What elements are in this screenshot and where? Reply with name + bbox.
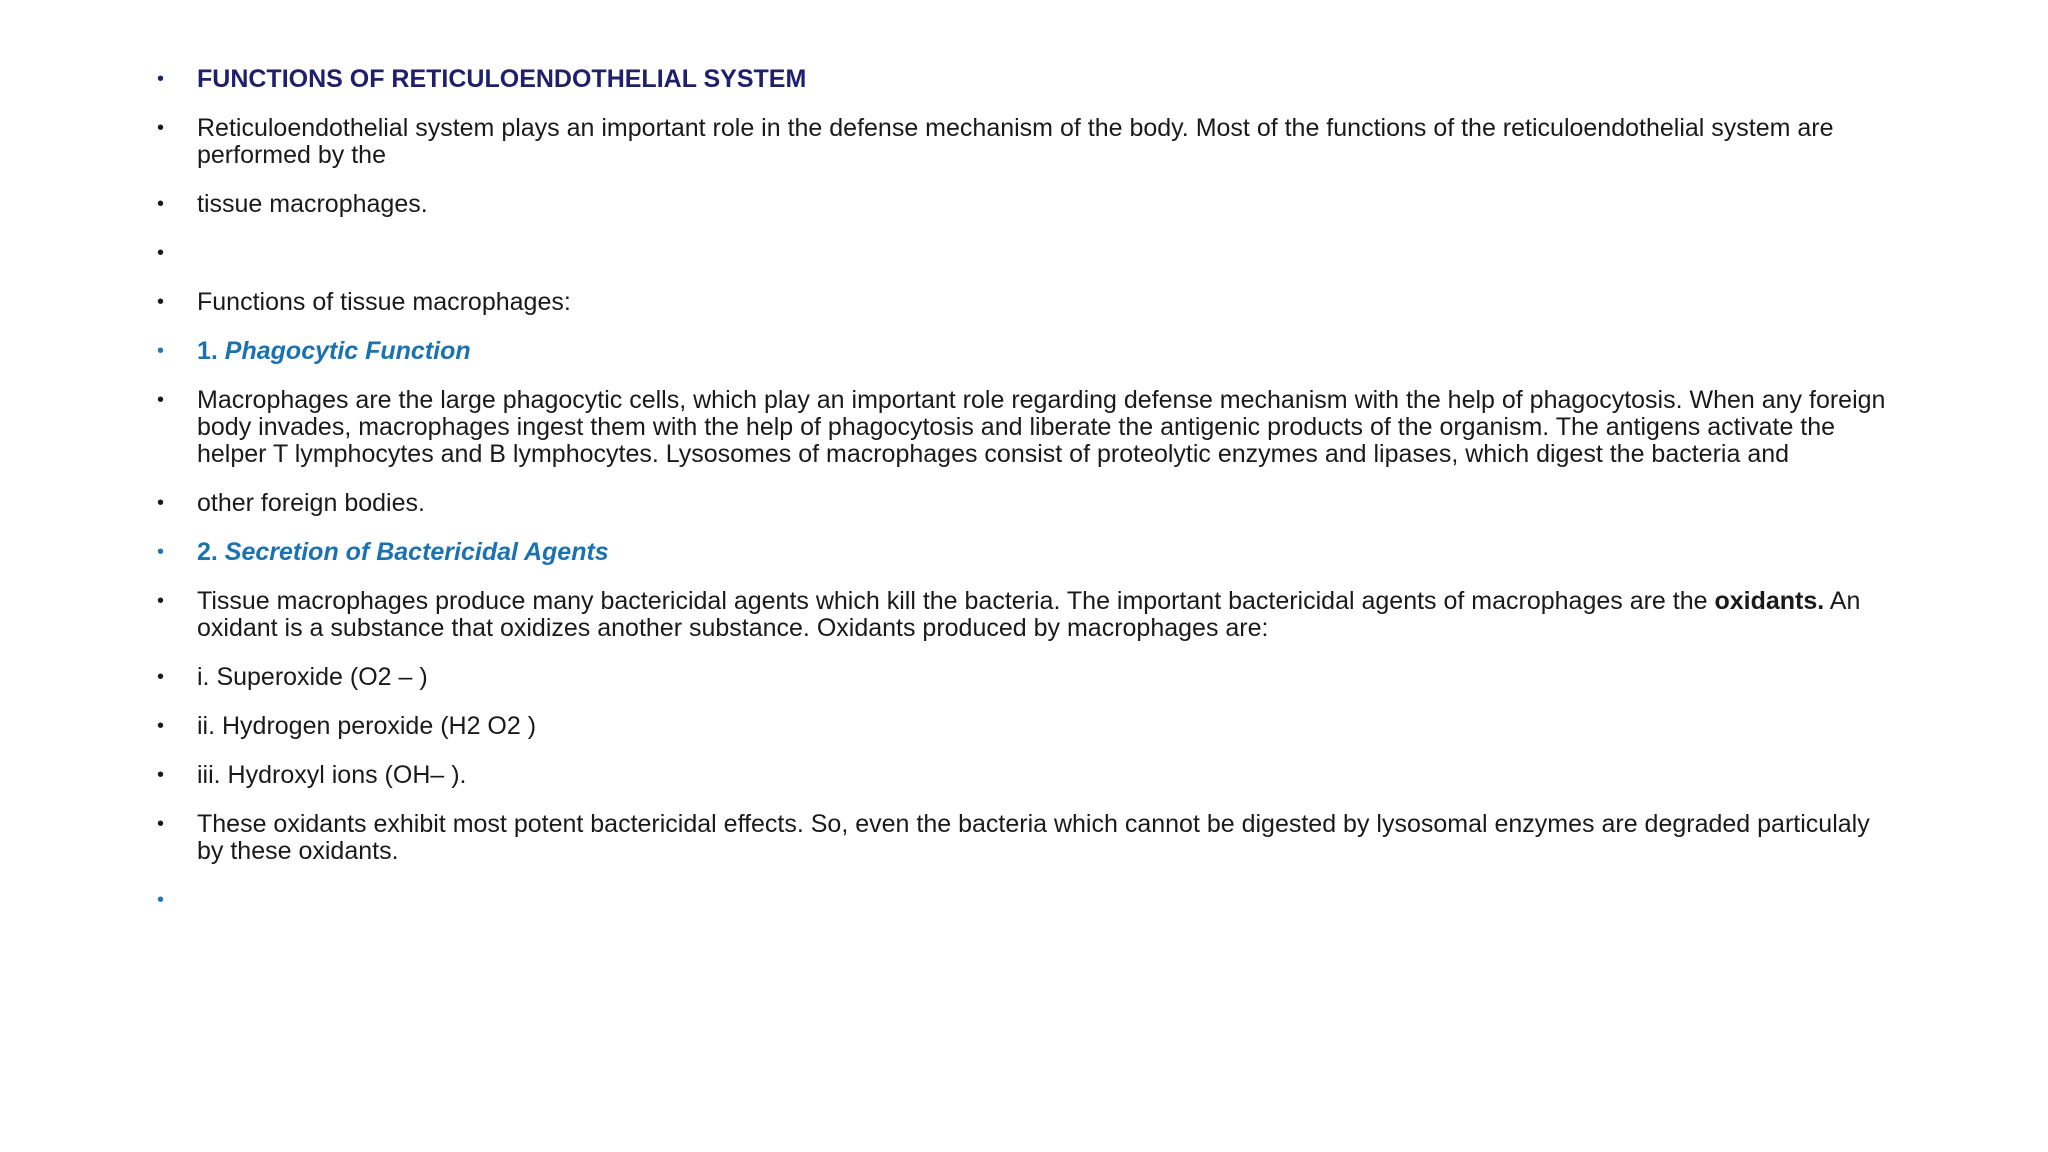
bullet-oxidant-3	[157, 762, 1897, 789]
bullet-heading-bactericidal	[157, 539, 1897, 566]
bullet-oxidant-2	[157, 713, 1897, 740]
slide-title: FUNCTIONS OF RETICULOENDOTHELIAL SYSTEM	[197, 65, 807, 93]
bullet-title	[157, 66, 1897, 93]
oxidant-2-text: ii. Hydrogen peroxide (H2 O2 )	[197, 712, 537, 740]
bullet-dot-icon: •	[157, 242, 165, 264]
heading-number: 1.	[197, 337, 225, 365]
phagocytic-text: Macrophages are the large phagocytic cells, which play an important role regarding defense mechanism with the help of phagocytosis. When any foreign body invades, macrophages ingest them with the help of phagocytosis and liberate the antigenic products of the organism. The antigens activate the helper T lymphocytes and B lymphocytes. Lysosomes of macrophages consist of proteolytic enzymes and lipases, which digest the bacteria and	[197, 386, 1886, 468]
bullet-dot-icon: •	[157, 193, 165, 215]
bullet-dot-icon: •	[157, 764, 165, 786]
bullet-dot-icon: •	[157, 68, 165, 90]
bullet-functions-label	[157, 289, 1897, 316]
bullet-intro-cont	[157, 191, 1897, 218]
bactericidal-text-a: Tissue macrophages produce many bactericidal agents which kill the bacteria. The important bactericidal agents of macrophages are the	[197, 587, 1715, 615]
bullet-dot-icon: •	[157, 291, 165, 313]
bullet-empty-blue	[157, 887, 1897, 914]
bullet-list	[157, 66, 1897, 936]
bullet-dot-icon: •	[157, 889, 165, 911]
bactericidal-text-bold: oxidants.	[1714, 587, 1825, 615]
bullet-dot-icon: •	[157, 492, 165, 514]
bullet-empty	[157, 240, 1897, 267]
intro-cont-text: tissue macrophages.	[197, 190, 428, 218]
bullet-dot-icon: •	[157, 117, 165, 139]
bullet-dot-icon: •	[157, 715, 165, 737]
bactericidal-text	[197, 587, 1860, 642]
bullet-dot-icon: •	[157, 813, 165, 835]
bullet-intro	[157, 115, 1897, 169]
bullet-heading-phagocytic	[157, 338, 1897, 365]
oxidant-3-text: iii. Hydroxyl ions (OH– ).	[197, 761, 467, 789]
functions-label-text: Functions of tissue macrophages:	[197, 288, 571, 316]
heading-title: Secretion of Bactericidal Agents	[224, 538, 609, 566]
bullet-dot-icon: •	[157, 666, 165, 688]
heading-bactericidal	[197, 538, 609, 566]
heading-number: 2.	[197, 538, 225, 566]
bullet-phagocytic-text	[157, 387, 1897, 468]
bullet-dot-icon: •	[157, 340, 165, 362]
heading-title: Phagocytic Function	[224, 337, 471, 365]
intro-text: Reticuloendothelial system plays an important role in the defense mechanism of the body. Most of the functions of the reticuloendothelial system are performed by the	[197, 114, 1834, 169]
oxidant-1-text: i. Superoxide (O2 – )	[197, 663, 428, 691]
bactericidal-text-b: An oxidant is a substance that oxidizes another substance. Oxidants produced by macrophages are:	[197, 587, 1861, 642]
bullet-oxidant-1	[157, 664, 1897, 691]
bullet-dot-icon: •	[157, 389, 165, 411]
bullet-closing	[157, 811, 1897, 865]
heading-phagocytic	[197, 337, 471, 365]
phagocytic-cont-text: other foreign bodies.	[197, 489, 425, 517]
bullet-dot-icon: •	[157, 541, 165, 563]
bullet-dot-icon: •	[157, 590, 165, 612]
bullet-bactericidal-text	[157, 588, 1897, 642]
closing-text: These oxidants exhibit most potent bactericidal effects. So, even the bacteria which cannot be digested by lysosomal enzymes are degraded particulaly by these oxidants.	[197, 810, 1870, 865]
bullet-phagocytic-cont	[157, 490, 1897, 517]
